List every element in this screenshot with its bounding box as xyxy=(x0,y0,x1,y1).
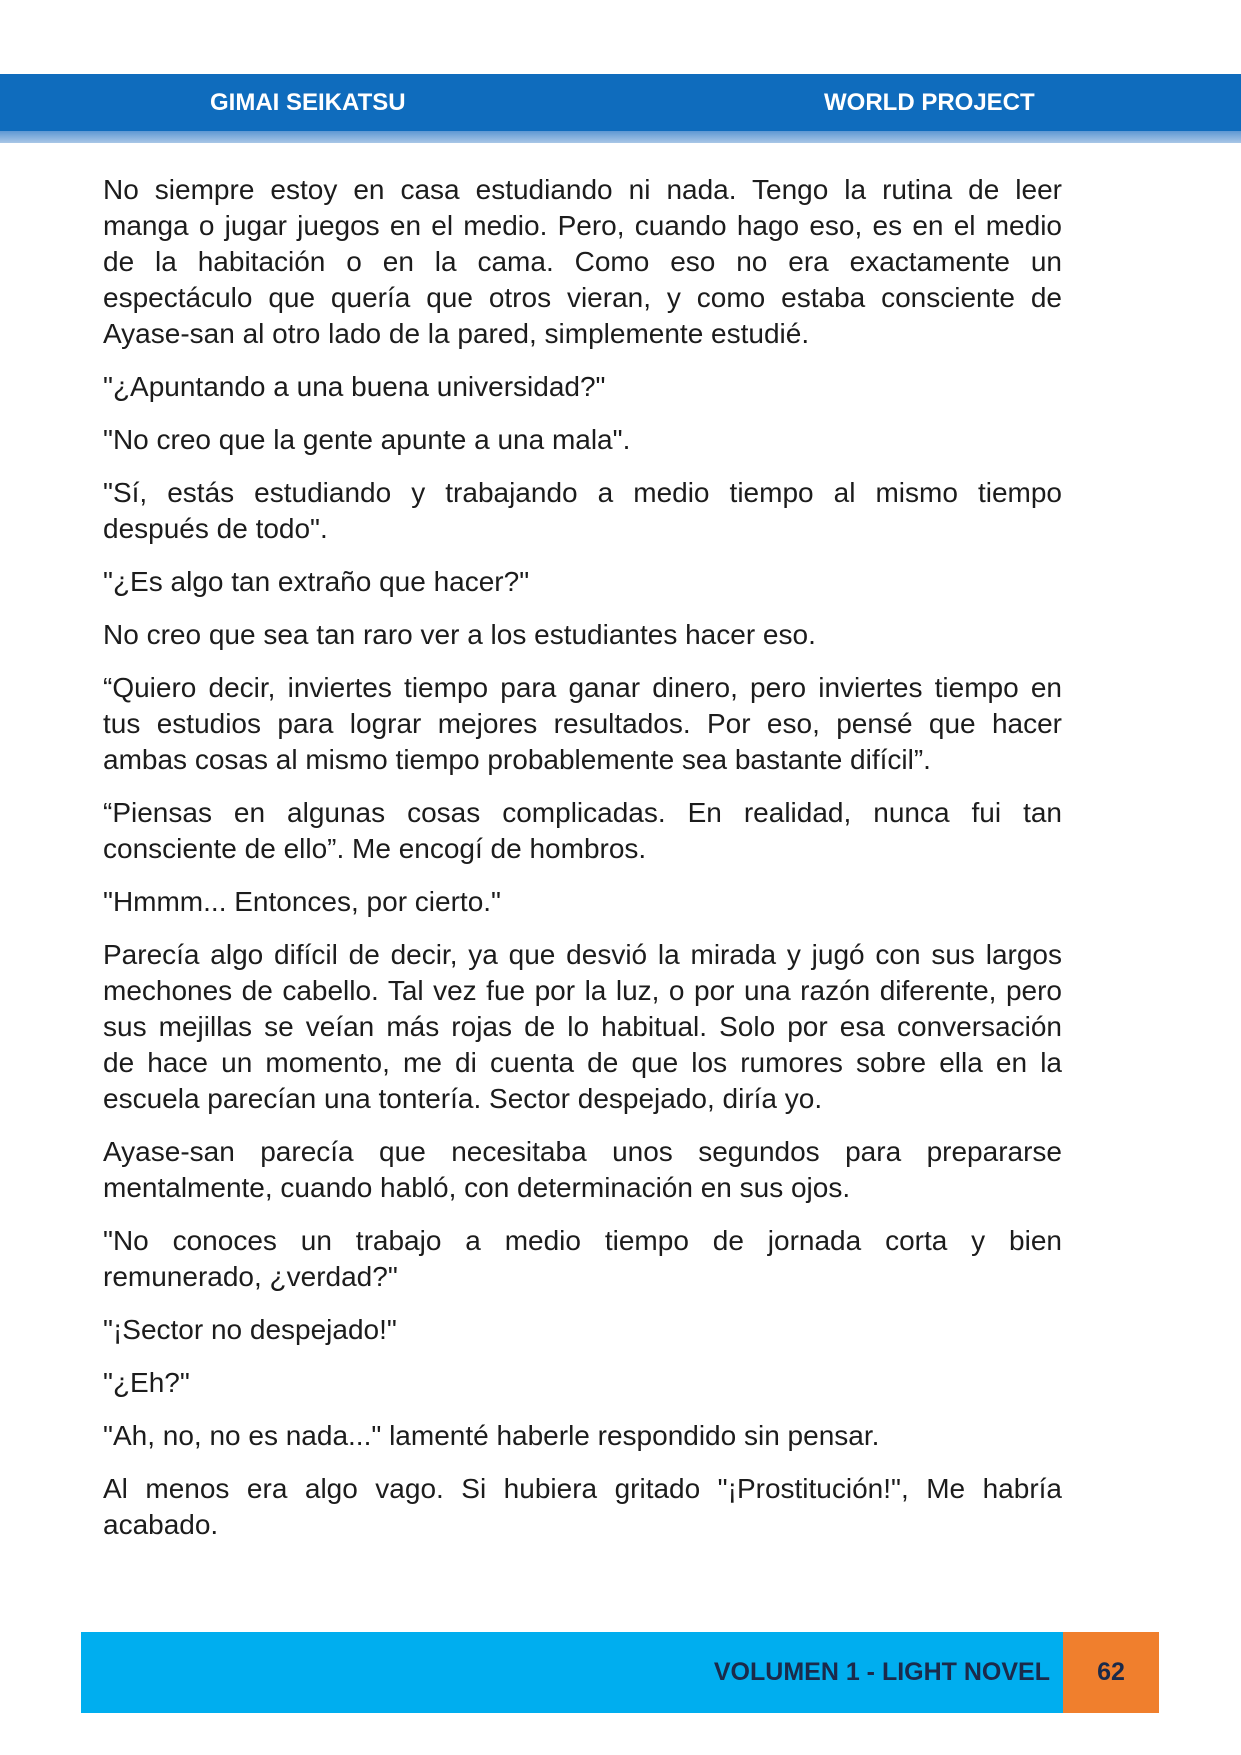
paragraph xyxy=(103,1365,1062,1401)
page-number: 62 xyxy=(1097,1658,1125,1686)
text-line: sus mejillas se veían más rojas de lo habitual. Solo por esa conversación xyxy=(103,1011,1062,1042)
text-line: escuela parecían una tontería. Sector despejado, diría yo. xyxy=(103,1083,823,1114)
paragraph xyxy=(103,564,1062,600)
paragraph xyxy=(103,1134,1062,1206)
header-shadow-strip xyxy=(0,131,1241,143)
paragraph xyxy=(103,475,1062,547)
text-line: "¿Es algo tan extraño que hacer?" xyxy=(103,566,530,597)
text-line: tus estudios para lograr mejores resultados. Por eso, pensé que hacer xyxy=(103,708,1062,739)
paragraph xyxy=(103,422,1062,458)
text-line: "No creo que la gente apunte a una mala". xyxy=(103,424,631,455)
text-line: manga o jugar juegos en el medio. Pero, cuando hago eso, es en el medio xyxy=(103,210,1062,241)
paragraph xyxy=(103,884,1062,920)
paragraph xyxy=(103,937,1062,1117)
text-line: "¿Eh?" xyxy=(103,1367,190,1398)
text-line: ambas cosas al mismo tiempo probablemente sea bastante difícil”. xyxy=(103,744,931,775)
header-series-title: GIMAI SEIKATSU xyxy=(210,89,406,116)
paragraph xyxy=(103,1312,1062,1348)
page-body xyxy=(103,172,1062,1560)
text-line: "No conoces un trabajo a medio tiempo de jornada corta y bien xyxy=(103,1225,1062,1256)
paragraph xyxy=(103,1223,1062,1295)
paragraph xyxy=(103,670,1062,778)
text-line: “Quiero decir, inviertes tiempo para ganar dinero, pero inviertes tiempo en xyxy=(103,672,1062,703)
page-footer xyxy=(81,1632,1063,1713)
footer-volume-label: VOLUMEN 1 - LIGHT NOVEL xyxy=(713,1658,1050,1686)
page-number-badge xyxy=(1063,1632,1159,1713)
paragraph xyxy=(103,617,1062,653)
paragraph xyxy=(103,172,1062,352)
text-line: de la habitación o en la cama. Como eso no era exactamente un xyxy=(103,246,1062,277)
paragraph xyxy=(103,1471,1062,1543)
page-header xyxy=(0,74,1241,131)
text-line: "Ah, no, no es nada..." lamenté haberle respondido sin pensar. xyxy=(103,1420,880,1451)
text-line: "¡Sector no despejado!" xyxy=(103,1314,397,1345)
text-line: "Sí, estás estudiando y trabajando a medio tiempo al mismo tiempo xyxy=(103,477,1062,508)
text-line: No creo que sea tan raro ver a los estudiantes hacer eso. xyxy=(103,619,816,650)
text-line: "Hmmm... Entonces, por cierto." xyxy=(103,886,501,917)
text-line: mentalmente, cuando habló, con determinación en sus ojos. xyxy=(103,1172,851,1203)
paragraph xyxy=(103,795,1062,867)
paragraph xyxy=(103,369,1062,405)
text-line: Ayase-san al otro lado de la pared, simplemente estudié. xyxy=(103,318,810,349)
text-line: No siempre estoy en casa estudiando ni nada. Tengo la rutina de leer xyxy=(103,174,1062,205)
text-line: Parecía algo difícil de decir, ya que desvió la mirada y jugó con sus largos xyxy=(103,939,1062,970)
text-line: acabado. xyxy=(103,1509,219,1540)
text-line: Al menos era algo vago. Si hubiera gritado "¡Prostitución!", Me habría xyxy=(103,1473,1062,1504)
text-line: espectáculo que quería que otros vieran, y como estaba consciente de xyxy=(103,282,1062,313)
text-line: consciente de ello”. Me encogí de hombros. xyxy=(103,833,647,864)
paragraph xyxy=(103,1418,1062,1454)
text-line: mechones de cabello. Tal vez fue por la luz, o por una razón diferente, pero xyxy=(103,975,1062,1006)
text-line: “Piensas en algunas cosas complicadas. En realidad, nunca fui tan xyxy=(103,797,1062,828)
text-line: de hace un momento, me di cuenta de que los rumores sobre ella en la xyxy=(103,1047,1062,1078)
text-line: remunerado, ¿verdad?" xyxy=(103,1261,398,1292)
text-line: Ayase-san parecía que necesitaba unos segundos para prepararse xyxy=(103,1136,1062,1167)
header-group-title: WORLD PROJECT xyxy=(824,89,1035,116)
text-line: después de todo". xyxy=(103,513,328,544)
text-line: "¿Apuntando a una buena universidad?" xyxy=(103,371,606,402)
